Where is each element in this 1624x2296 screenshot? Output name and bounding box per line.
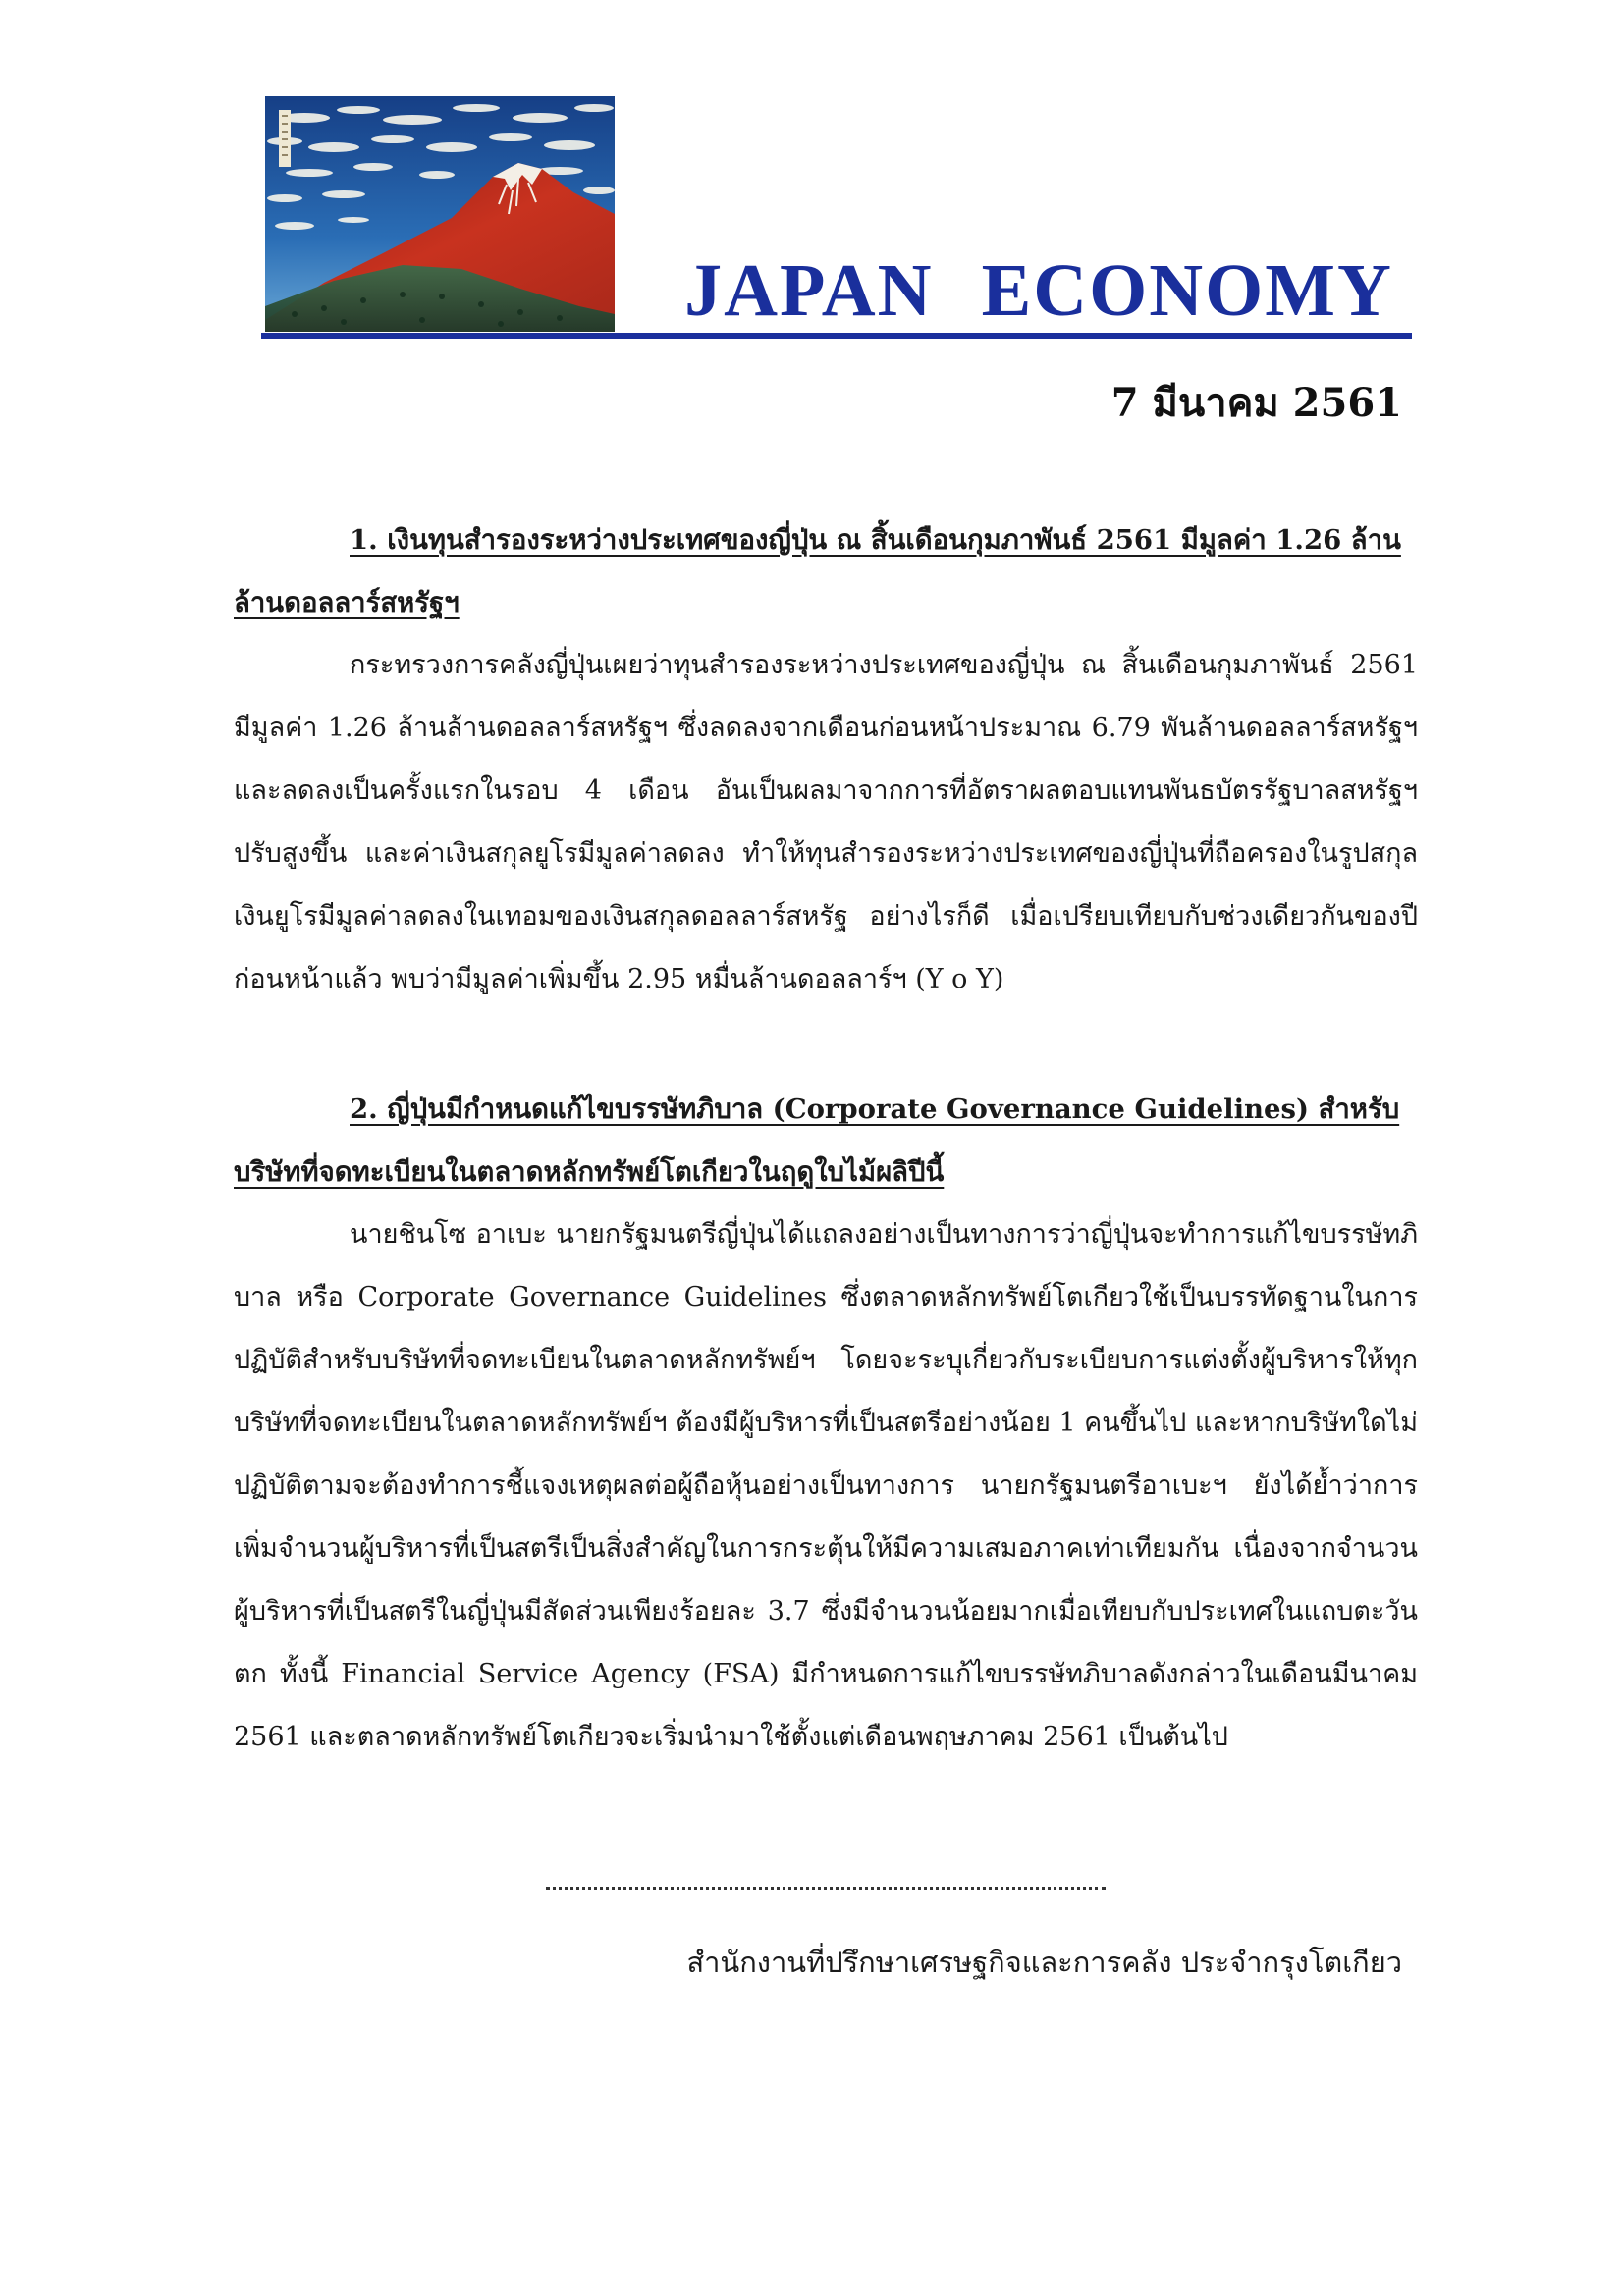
masthead-title: JAPAN ECONOMY (684, 249, 1393, 332)
issue-date: 7 มีนาคม 2561 (1110, 380, 1402, 426)
dotted-divider (546, 1887, 1106, 1890)
red-fuji-image (265, 96, 615, 332)
article-2-body: นายชินโซ อาเบะ นายกรัฐมนตรีญี่ปุ่นได้แถลงอย่างเป็นทางการว่าญี่ปุ่นจะทำการแก้ไขบรรษัทภิบาล หรือ Corporate Governance Guidelines ซึ่งตลาดหลักทรัพย์โตเกียวใช้เป็นบรรทัดฐานในการปฏิบัติสำหรับบริษัทที่จดทะเบียนในตลาดหลักทรัพย์ฯ โดยจะระบุเกี่ยวกับระเบียบการแต่งตั้งผู้บริหารให้ทุกบริษัทที่จดทะเบียนในตลาดหลักทรัพย์ฯ ต้องมีผู้บริหารที่เป็นสตรีอย่างน้อย 1 คนขึ้นไป และหากบริษัทใดไม่ปฏิบัติตามจะต้องทำการชี้แจงเหตุผลต่อผู้ถือหุ้นอย่างเป็นทางการ นายกรัฐมนตรีอาเบะฯ ยังได้ย้ำว่าการเพิ่มจำนวนผู้บริหารที่เป็นสตรีเป็นสิ่งสำคัญในการกระตุ้นให้มีความเสมอภาคเท่าเทียมกัน เนื่องจากจำนวนผู้บริหารที่เป็นสตรีในญี่ปุ่นมีสัดส่วนเพียงร้อยละ 3.7 ซึ่งมีจำนวนน้อยมากเมื่อเทียบกับประเทศในแถบตะวันตก ทั้งนี้ Financial Service Agency (FSA) มีกำหนดการแก้ไขบรรษัทภิบาลดังกล่าวในเดือนมีนาคม 2561 และตลาดหลักทรัพย์โตเกียวจะเริ่มนำมาใช้ตั้งแต่เดือนพฤษภาคม 2561 เป็นต้นไป (234, 1219, 1418, 1752)
article-2 (234, 1078, 1418, 1769)
article-2-headline: 2. ญี่ปุ่นมีกำหนดแก้ไขบรรษัทภิบาล (Corporate Governance Guidelines) สำหรับบริษัทที่จดทะเบียนในตลาดหลักทรัพย์โตเกียวในฤดูใบไม้ผลิปีนี้ (234, 1094, 1400, 1188)
masthead-divider (261, 333, 1412, 339)
article-1-headline: 1. เงินทุนสำรองระหว่างประเทศของญี่ปุ่น ณ สิ้นเดือนกุมภาพันธ์ 2561 มีมูลค่า 1.26 ล้านล้านดอลลาร์สหรัฐฯ (234, 524, 1401, 618)
office-signature: สำนักงานที่ปรึกษาเศรษฐกิจและการคลัง ประจำกรุงโตเกียว (686, 1946, 1402, 1979)
masthead (261, 96, 1412, 340)
article-1-body: กระทรวงการคลังญี่ปุ่นเผยว่าทุนสำรองระหว่างประเทศของญี่ปุ่น ณ สิ้นเดือนกุมภาพันธ์ 2561 มีมูลค่า 1.26 ล้านล้านดอลลาร์สหรัฐฯ ซึ่งลดลงจากเดือนก่อนหน้าประมาณ 6.79 พันล้านดอลลาร์สหรัฐฯ และลดลงเป็นครั้งแรกในรอบ 4 เดือน อันเป็นผลมาจากการที่อัตราผลตอบแทนพันธบัตรรัฐบาลสหรัฐฯ ปรับสูงขึ้น และค่าเงินสกุลยูโรมีมูลค่าลดลง ทำให้ทุนสำรองระหว่างประเทศของญี่ปุ่นที่ถือครองในรูปสกุลเงินยูโรมีมูลค่าลดลงในเทอมของเงินสกุลดอลลาร์สหรัฐ อย่างไรก็ดี เมื่อเปรียบเทียบกับช่วงเดียวกันของปีก่อนหน้าแล้ว พบว่ามีมูลค่าเพิ่มขึ้น 2.95 หมื่นล้านดอลลาร์ฯ (Y o Y) (234, 650, 1418, 994)
article-1 (234, 508, 1418, 1011)
